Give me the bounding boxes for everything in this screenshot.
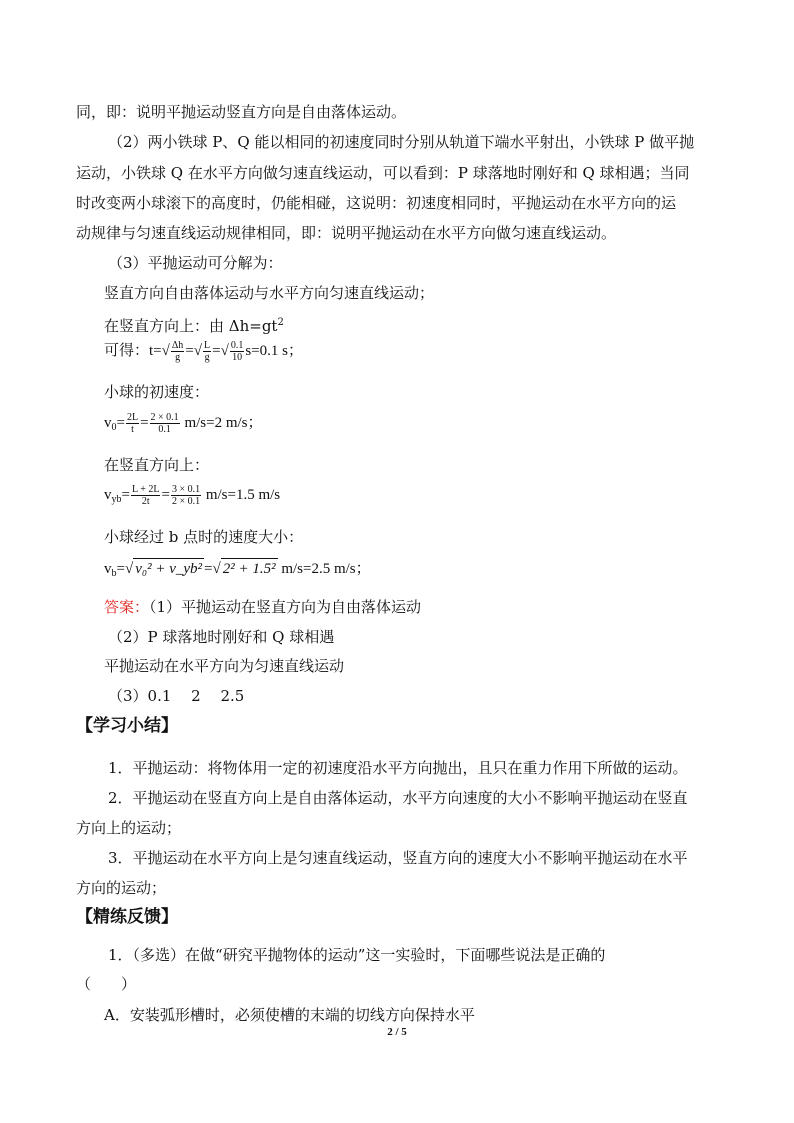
section-heading-practice: 【精练反馈】 <box>76 907 178 927</box>
fraction <box>126 412 139 435</box>
summary-item: 方向的运动； <box>76 879 167 897</box>
paragraph-line: 时改变两小球滚下的高度时，仍能相碰，这说明：初速度相同时，平抛运动在水平方向的运 <box>76 194 677 212</box>
answer-label: 答案： <box>104 598 150 616</box>
denominator: 2t <box>141 496 150 507</box>
formula-text: v <box>104 561 112 577</box>
formula-line: $v_{yb}=$ $\frac{L + 2L}{2t}$ = $\frac{3 \times 0.1}{2 \times 0.1}$ m/s=1.5 m/s <box>104 484 281 507</box>
fraction <box>171 484 201 507</box>
radicand: 2² + 1.5² <box>221 558 278 579</box>
radicand: v₀² + v_yb² <box>133 558 204 579</box>
denominator: t <box>131 424 134 435</box>
formula-text: m/s=2.5 m/s； <box>281 561 371 577</box>
formula-text: 可得：t= <box>104 342 162 359</box>
answer-line: 平抛运动在水平方向为匀速直线运动 <box>104 657 345 675</box>
numerator: 2 × 0.1 <box>150 412 179 423</box>
formula-line: $v_0=$ $\frac{2L}{t}$ = $\frac{2 \times 0.1}{0.1}$ m/s=2 m/s； <box>104 412 263 435</box>
paragraph-line: （3）平抛运动可分解为： <box>108 254 283 272</box>
numerator: Δh <box>171 340 184 351</box>
paragraph-line: 小球的初速度： <box>104 383 210 401</box>
paragraph-line: （2）两小铁球 P、Q 能以相同的初速度同时分别从轨道下端水平射出，小铁球 P 做平抛 <box>108 133 695 151</box>
formula-text: s=0.1 s； <box>245 342 303 359</box>
fraction <box>150 412 180 435</box>
numerator: 3 × 0.1 <box>171 484 201 495</box>
answer-text: （1）平抛运动在竖直方向为自由落体运动 <box>149 598 422 616</box>
paragraph-line: 在竖直方向上： <box>104 456 210 474</box>
answer-line: （3）0.1 2 2.5 <box>108 687 245 705</box>
subscript: yb <box>111 493 122 505</box>
formula-text: m/s=1.5 m/s <box>205 486 281 503</box>
paragraph-line: 竖直方向自由落体运动与水平方向匀速直线运动； <box>104 284 435 302</box>
superscript: 2 <box>277 317 284 328</box>
summary-item: 2．平抛运动在竖直方向上是自由落体运动，水平方向速度的大小不影响平抛运动在竖直 <box>108 789 688 807</box>
formula-line: $v_b=√$ v₀² + v_yb² =√ 2² + 1.5² m/s=2.5 m/s； <box>104 558 371 584</box>
denominator: 0.1 <box>158 424 171 435</box>
fraction <box>131 484 161 507</box>
page-number: 2 / 5 <box>387 1026 407 1038</box>
question-blank: （ ） <box>76 975 137 993</box>
numerator: L <box>204 340 211 351</box>
answer-line: （2）P 球落地时刚好和 Q 球相遇 <box>108 628 335 646</box>
question-option: A．安装弧形槽时，必须使槽的末端的切线方向保持水平 <box>104 1006 475 1024</box>
paragraph-line: 小球经过 b 点时的速度大小： <box>104 528 304 546</box>
denominator: g <box>175 352 181 363</box>
formula-text: 在竖直方向上：由 Δh=gt <box>104 317 278 335</box>
numerator: 0.1 <box>230 340 244 351</box>
formula-line <box>104 313 284 336</box>
fraction <box>203 340 211 363</box>
fraction <box>230 340 245 363</box>
formula-text: m/s=2 m/s； <box>184 414 263 431</box>
formula-text: v <box>104 486 112 503</box>
subscript: 0 <box>111 421 117 433</box>
denominator: g <box>204 352 210 363</box>
paragraph-line: 同，即：说明平抛运动竖直方向是自由落体运动。 <box>76 103 407 121</box>
question-text: 1．（多选）在做“研究平抛物体的运动”这一实验时，下面哪些说法是正确的 <box>108 946 606 964</box>
summary-item: 1．平抛运动：将物体用一定的初速度沿水平方向抛出，且只在重力作用下所做的运动。 <box>108 759 688 777</box>
answer-line <box>104 597 421 617</box>
paragraph-line: 动规律与匀速直线运动规律相同，即：说明平抛运动在水平方向做匀速直线运动。 <box>76 224 617 242</box>
denominator: 10 <box>232 352 243 363</box>
subscript: b <box>111 568 117 579</box>
summary-item: 方向上的运动； <box>76 819 182 837</box>
fraction <box>171 340 184 363</box>
section-heading-summary: 【学习小结】 <box>76 716 178 736</box>
denominator: 2 × 0.1 <box>171 496 201 507</box>
formula-text: v <box>104 414 112 431</box>
paragraph-line: 运动，小铁球 Q 在水平方向做匀速直线运动，可以看到：P 球落地时刚好和 Q 球相遇；当同 <box>76 164 690 182</box>
numerator: L + 2L <box>131 484 160 495</box>
formula-line: 可得：t=√ $\frac{\Delta h}{g}$ =√ $\frac{L}{g}$ =√ $\frac{0.1}{10}$ s=0.1 s； <box>104 340 303 363</box>
summary-item: 3．平抛运动在水平方向上是匀速直线运动，竖直方向的速度大小不影响平抛运动在水平 <box>108 849 688 867</box>
numerator: 2L <box>126 412 139 423</box>
